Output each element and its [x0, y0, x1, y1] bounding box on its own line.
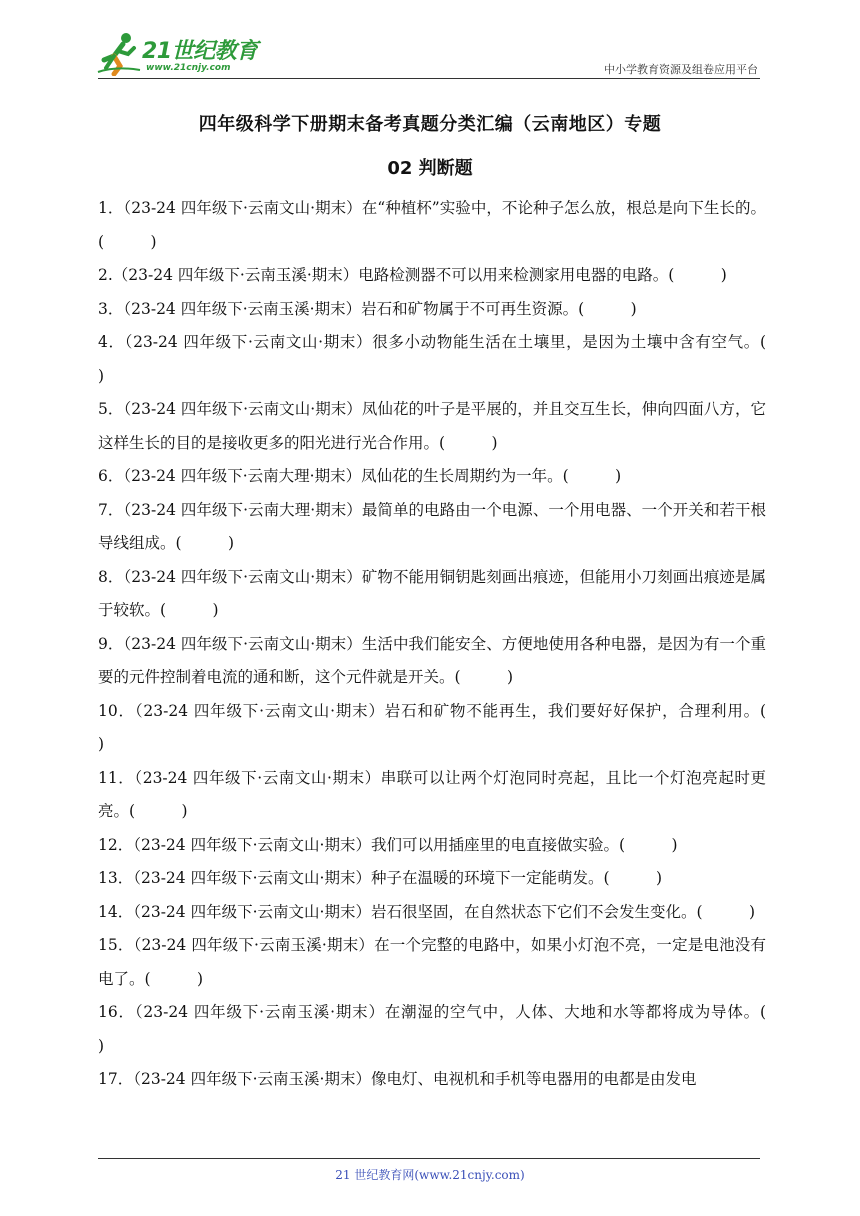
document-title: 四年级科学下册期末备考真题分类汇编（云南地区）专题 [198, 114, 662, 135]
logo-text: 21世纪教育 [142, 39, 258, 64]
platform-name: 中小学教育资源及组卷应用平台 [604, 63, 758, 76]
page-header [0, 0, 860, 82]
header-divider [98, 78, 760, 79]
question-item: 15．（23-24 四年级下·云南玉溪·期末）在一个完整的电路中，如果小灯泡不亮，一定是电池没有电了。( ) [98, 936, 766, 988]
question-item: 8．（23-24 四年级下·云南文山·期末）矿物不能用铜钥匙刻画出痕迹，但能用小刀刻画出痕迹是属于较软。( ) [98, 567, 766, 619]
question-item: 9．（23-24 四年级下·云南文山·期末）生活中我们能安全、方便地使用各种电器，是因为有一个重要的元件控制着电流的通和断，这个元件就是开关。( ) [98, 634, 766, 686]
running-person-icon [96, 30, 144, 76]
question-item: 5．（23-24 四年级下·云南文山·期末）凤仙花的叶子是平展的，并且交互生长，伸向四面八方，它这样生长的目的是接收更多的阳光进行光合作用。( ) [98, 400, 766, 452]
section-title: 02 判断题 [387, 158, 473, 179]
question-item: 13．（23-24 四年级下·云南文山·期末）种子在温暖的环境下一定能萌发。( ) [98, 869, 663, 887]
question-item: 14．（23-24 四年级下·云南文山·期末）岩石很坚固，在自然状态下它们不会发生变化。( ) [98, 902, 756, 921]
question-list [98, 192, 813, 1097]
question-item: 6．（23-24 四年级下·云南大理·期末）凤仙花的生长周期约为一年。( ) [98, 467, 622, 485]
question-item: 4．（23-24 四年级下·云南文山·期末）很多小动物能生活在土壤里，是因为土壤中含有空气。( ) [98, 333, 813, 385]
question-item: 3．（23-24 四年级下·云南玉溪·期末）岩石和矿物属于不可再生资源。( ) [98, 299, 637, 318]
question-item: 10．（23-24 四年级下·云南文山·期末）岩石和矿物不能再生，我们要好好保护，合理利用。( ) [98, 701, 813, 753]
question-item: 11．（23-24 四年级下·云南文山·期末）串联可以让两个灯泡同时亮起，且比一个灯泡亮起时更亮。( ) [98, 768, 766, 820]
footer-divider [98, 1158, 760, 1159]
logo [96, 30, 266, 80]
logo-url: www.21cnjy.com [146, 63, 231, 73]
question-item: 7．（23-24 四年级下·云南大理·期末）最简单的电路由一个电源、一个用电器、一个开关和若干根导线组成。( ) [98, 500, 766, 552]
page-footer: 21 世纪教育网(www.21cnjy.com) [335, 1168, 525, 1182]
question-item: 16．（23-24 四年级下·云南玉溪·期末）在潮湿的空气中，人体、大地和水等都将成为导体。( ) [98, 1003, 813, 1055]
question-item: 12．（23-24 四年级下·云南文山·期末）我们可以用插座里的电直接做实验。( ) [98, 835, 678, 854]
question-item: 1．（23-24 四年级下·云南文山·期末）在“种植杯”实验中，不论种子怎么放，根总是向下生长的。( ) [98, 199, 766, 251]
question-item: 2.（23-24 四年级下·云南玉溪·期末）电路检测器不可以用来检测家用电器的电路。( ) [98, 266, 727, 284]
question-item: 17．（23-24 四年级下·云南玉溪·期末）像电灯、电视机和手机等电器用的电都是由发电 [98, 1070, 697, 1088]
